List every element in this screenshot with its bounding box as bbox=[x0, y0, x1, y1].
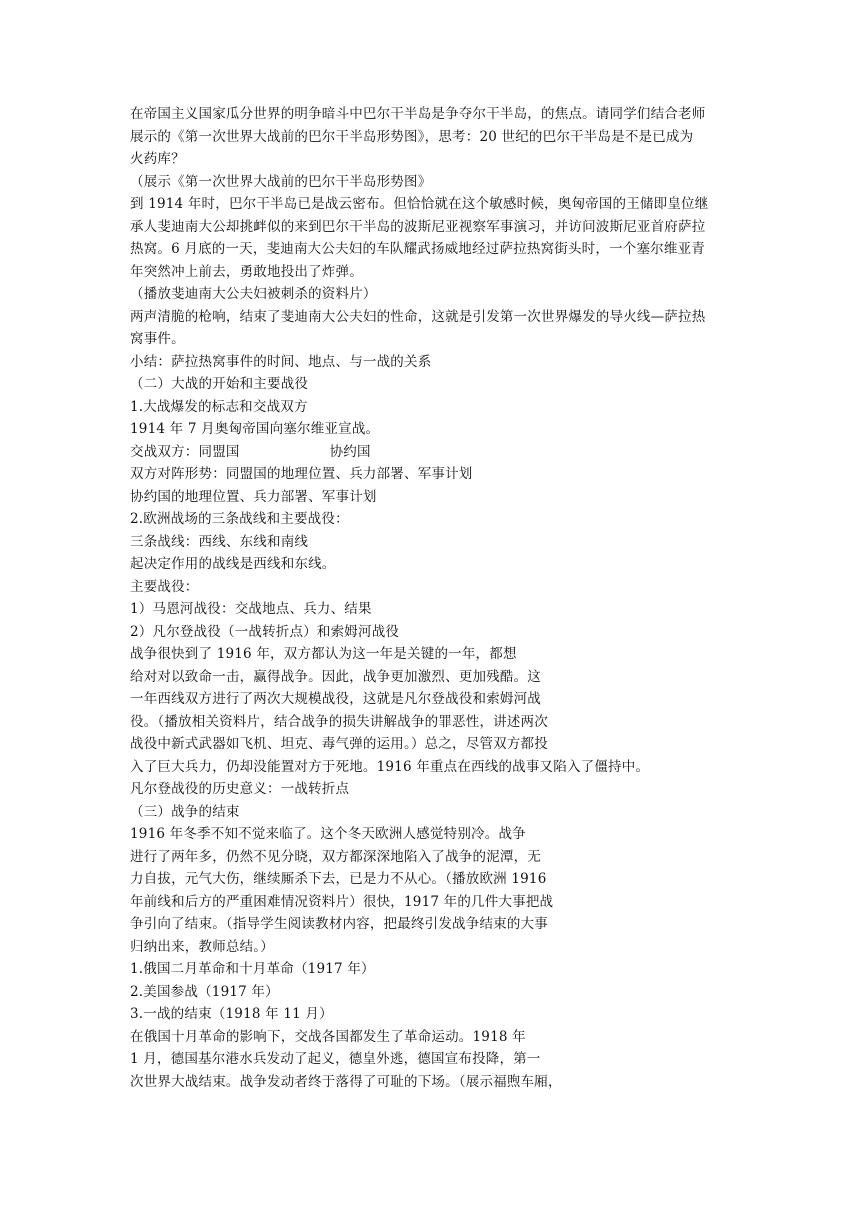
paragraph-line: 进行了两年多，仍然不见分晓，双方都深深地陷入了战争的泥潭，无 bbox=[130, 848, 541, 865]
belligerents-line bbox=[130, 441, 730, 464]
paragraph-line: 入了巨大兵力，仍却没能置对方于死地。1916 年重点在西线的战事又陷入了僵持中。 bbox=[130, 758, 650, 775]
paragraph-line: 到 1914 年时，巴尔干半岛已是战云密布。但恰恰就在这个敏感时候，奥匈帝国的王储即皇位继 bbox=[130, 196, 709, 212]
paragraph-line: 争引向了结束。（指导学生阅读教材内容，把最终引发战争结束的大事 bbox=[130, 916, 548, 932]
list-item: 3.一战的结束（1918 年 11 月） bbox=[130, 1006, 333, 1022]
central-powers-label: 交战双方：同盟国 bbox=[130, 443, 240, 460]
paragraph-line: 年突然冲上前去，勇敢地投出了炸弹。 bbox=[130, 263, 363, 280]
section-heading: （三）战争的结束 bbox=[130, 803, 240, 820]
paragraph-line: 一年西线双方进行了两次大规模战役，这就是凡尔登战役和索姆河战 bbox=[130, 691, 541, 707]
paragraph-line: 年前线和后方的严重困难情况资料片）很快，1917 年的几件大事把战 bbox=[130, 893, 554, 910]
paragraph-line: 力自拔，元气大伤，继续厮杀下去，已是力不从心。（播放欧洲 1916 bbox=[130, 871, 547, 887]
paragraph-line: 给对对以致命一击，赢得战争。因此，战争更加激烈、更加残酷。这 bbox=[130, 668, 541, 685]
paragraph-line: 火药库？ bbox=[130, 151, 185, 167]
document-body bbox=[130, 103, 730, 1093]
paragraph-line: 凡尔登战役的历史意义：一战转折点 bbox=[130, 781, 350, 797]
paragraph-line: 三条战线：西线、东线和南线 bbox=[130, 533, 309, 550]
paragraph-line: （展示《第一次世界大战前的巴尔干半岛形势图》 bbox=[130, 173, 432, 190]
subsection-heading: 2.欧洲战场的三条战线和主要战役： bbox=[130, 511, 349, 527]
list-item: 2.美国参战（1917 年） bbox=[130, 983, 279, 1000]
summary-line: 小结：萨拉热窝事件的时间、地点、与一战的关系 bbox=[130, 353, 432, 370]
paragraph-line: 战争很快到了 1916 年，双方都认为这一年是关键的一年，都想 bbox=[130, 646, 517, 662]
paragraph-line: 1 月，德国基尔港水兵发动了起义，德皇外逃，德国宣布投降，第一 bbox=[130, 1051, 541, 1067]
paragraph-line: 协约国的地理位置、兵力部署、军事计划 bbox=[130, 488, 377, 505]
paragraph-line: 主要战役： bbox=[130, 578, 199, 595]
paragraph-line: 1914 年 7 月奥匈帝国向塞尔维亚宣战。 bbox=[130, 421, 380, 437]
paragraph-line: 在俄国十月革命的影响下，交战各国都发生了革命运动。1918 年 bbox=[130, 1028, 526, 1045]
list-item: 1）马恩河战役：交战地点、兵力、结果 bbox=[130, 601, 372, 617]
paragraph-line: 两声清脆的枪响，结束了斐迪南大公夫妇的性命，这就是引发第一次世界爆发的导火线—萨拉热 bbox=[130, 308, 706, 325]
paragraph-line: 展示的《第一次世界大战前的巴尔干半岛形势图》，思考：20 世纪的巴尔干半岛是不是已成为 bbox=[130, 128, 694, 145]
paragraph-line: 归纳出来，教师总结。） bbox=[130, 938, 274, 955]
paragraph-line: 双方对阵形势：同盟国的地理位置、兵力部署、军事计划 bbox=[130, 466, 473, 482]
paragraph-line: 次世界大战结束。战争发动者终于落得了可耻的下场。（展示福煦车厢， bbox=[130, 1073, 562, 1090]
paragraph-line: 战役中新式武器如飞机、坦克、毒气弹的运用。）总之，尽管双方都投 bbox=[130, 736, 548, 752]
paragraph-line: 起决定作用的战线是西线和东线。 bbox=[130, 556, 336, 572]
paragraph-line: 在帝国主义国家瓜分世界的明争暗斗中巴尔干半岛是争夺尔干半岛，的焦点。请同学们结合老师 bbox=[130, 106, 706, 122]
paragraph-line: 窝事件。 bbox=[130, 331, 185, 347]
paragraph-line: 役。（播放相关资料片，结合战争的损失讲解战争的罪恶性，讲述两次 bbox=[130, 713, 548, 730]
subsection-heading: 1.大战爆发的标志和交战双方 bbox=[130, 398, 308, 415]
list-item: 2）凡尔登战役（一战转折点）和索姆河战役 bbox=[130, 623, 400, 640]
paragraph-line: 承人斐迪南大公却挑衅似的来到巴尔干半岛的波斯尼亚视察军事演习，并访问波斯尼亚首府萨拉 bbox=[130, 218, 706, 235]
paragraph-line: 热窝。6 月底的一天，斐迪南大公夫妇的车队耀武扬威地经过萨拉热窝街头时，一个塞尔维亚青 bbox=[130, 241, 705, 257]
allies-label: 协约国 bbox=[329, 443, 371, 460]
list-item: 1.俄国二月革命和十月革命（1917 年） bbox=[130, 961, 375, 977]
paragraph-line: （播放斐迪南大公夫妇被刺杀的资料片） bbox=[130, 286, 377, 302]
paragraph-line: 1916 年冬季不知不觉来临了。这个冬天欧洲人感觉特别冷。战争 bbox=[130, 826, 526, 842]
section-heading: （二）大战的开始和主要战役 bbox=[130, 376, 309, 392]
